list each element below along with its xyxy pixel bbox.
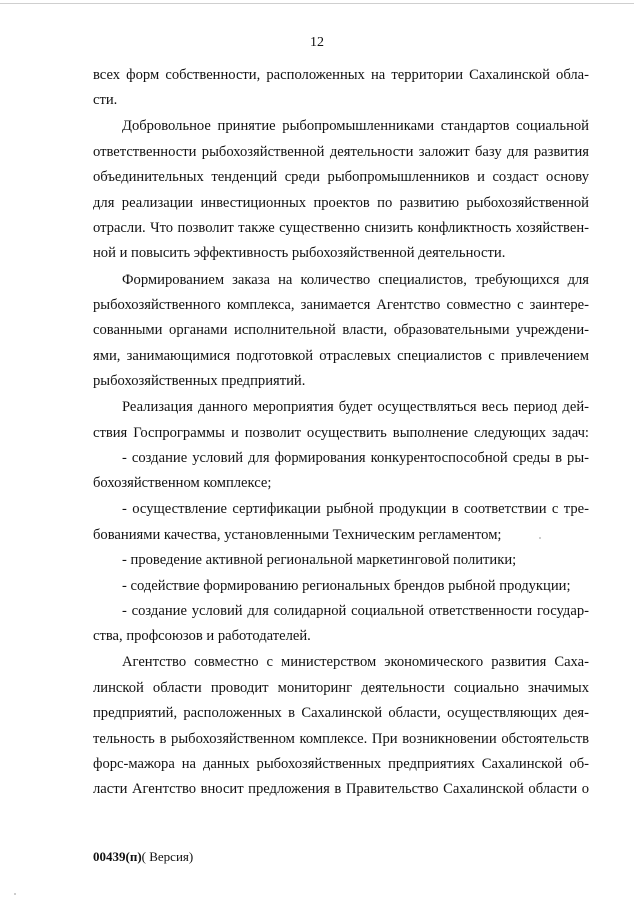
- text-line: тельность в рыбохозяйственном комплексе. При возникновении обстоятельств: [93, 730, 589, 747]
- text-line: рыбохозяйственного комплекса, занимается Агентство совместно с заинтере-: [93, 296, 589, 313]
- text-line: рыбохозяйственных предприятий.: [93, 373, 306, 390]
- text-line: Добровольное принятие рыбопромышленниками стандартов социальной: [122, 118, 589, 135]
- text-line: ной и повысить эффективность рыбохозяйственной деятельности.: [93, 245, 506, 262]
- text-line: всех форм собственности, расположенных на территории Сахалинской обла-: [93, 67, 589, 83]
- text-line: - создание условий для формирования конкурентоспособной среды в ры-: [122, 449, 589, 466]
- text-line: предприятий, расположенных в Сахалинской области, осуществляющих дея-: [93, 705, 589, 722]
- text-line: ями, занимающимися подготовкой отраслевых специалистов с привлечением: [93, 347, 589, 364]
- text-line: Реализация данного мероприятия будет осуществляться весь период дей-: [122, 399, 589, 416]
- text-line: Формированием заказа на количество специалистов, требующихся для: [122, 271, 589, 288]
- text-line: ствия Госпрограммы и позволит осуществить выполнение следующих задач:: [93, 424, 589, 441]
- document-footer: [93, 849, 193, 865]
- text-line: отрасли. Что позволит также существенно снизить конфликтность хозяйствен-: [93, 220, 589, 237]
- text-line: линской области проводит мониторинг деятельности социально значимых: [93, 679, 589, 696]
- document-code: 00439(п): [93, 849, 142, 864]
- scan-edge-line: [0, 3, 634, 4]
- text-line: бованиями качества, установленными Техническим регламентом;: [93, 526, 502, 543]
- text-line: - проведение активной региональной маркетинговой политики;: [122, 552, 517, 569]
- scan-speck: [14, 893, 16, 895]
- text-line: бохозяйственном комплексе;: [93, 475, 272, 492]
- page-number: 12: [310, 35, 324, 50]
- text-line: Агентство совместно с министерством экономического развития Саха-: [122, 654, 589, 671]
- text-line: ласти Агентство вносит предложения в Правительство Сахалинской области о: [93, 781, 589, 798]
- document-body: [93, 63, 589, 803]
- text-line: сти.: [93, 92, 118, 109]
- text-line: - содействие формированию региональных брендов рыбной продукции;: [122, 577, 571, 594]
- text-line: для реализации инвестиционных проектов по развитию рыбохозяйственной: [93, 194, 589, 211]
- text-line: форс-мажора на данных рыбохозяйственных предприятиях Сахалинской об-: [93, 755, 589, 772]
- document-version: ( Версия): [141, 849, 194, 864]
- text-line: ства, профсоюзов и работодателей.: [93, 628, 311, 645]
- text-line: - осуществление сертификации рыбной продукции в соответствии с тре-: [122, 501, 589, 518]
- text-line: объединительных тенденций среди рыбопромышленников и создаст основу: [93, 169, 589, 186]
- text-line: - создание условий для солидарной социальной ответственности государ-: [122, 602, 589, 619]
- text-line: сованными органами исполнительной власти, образовательными учреждени-: [93, 322, 589, 339]
- scan-speck: [539, 537, 541, 539]
- text-line: ответственности рыбохозяйственной деятельности заложит базу для развития: [93, 143, 589, 160]
